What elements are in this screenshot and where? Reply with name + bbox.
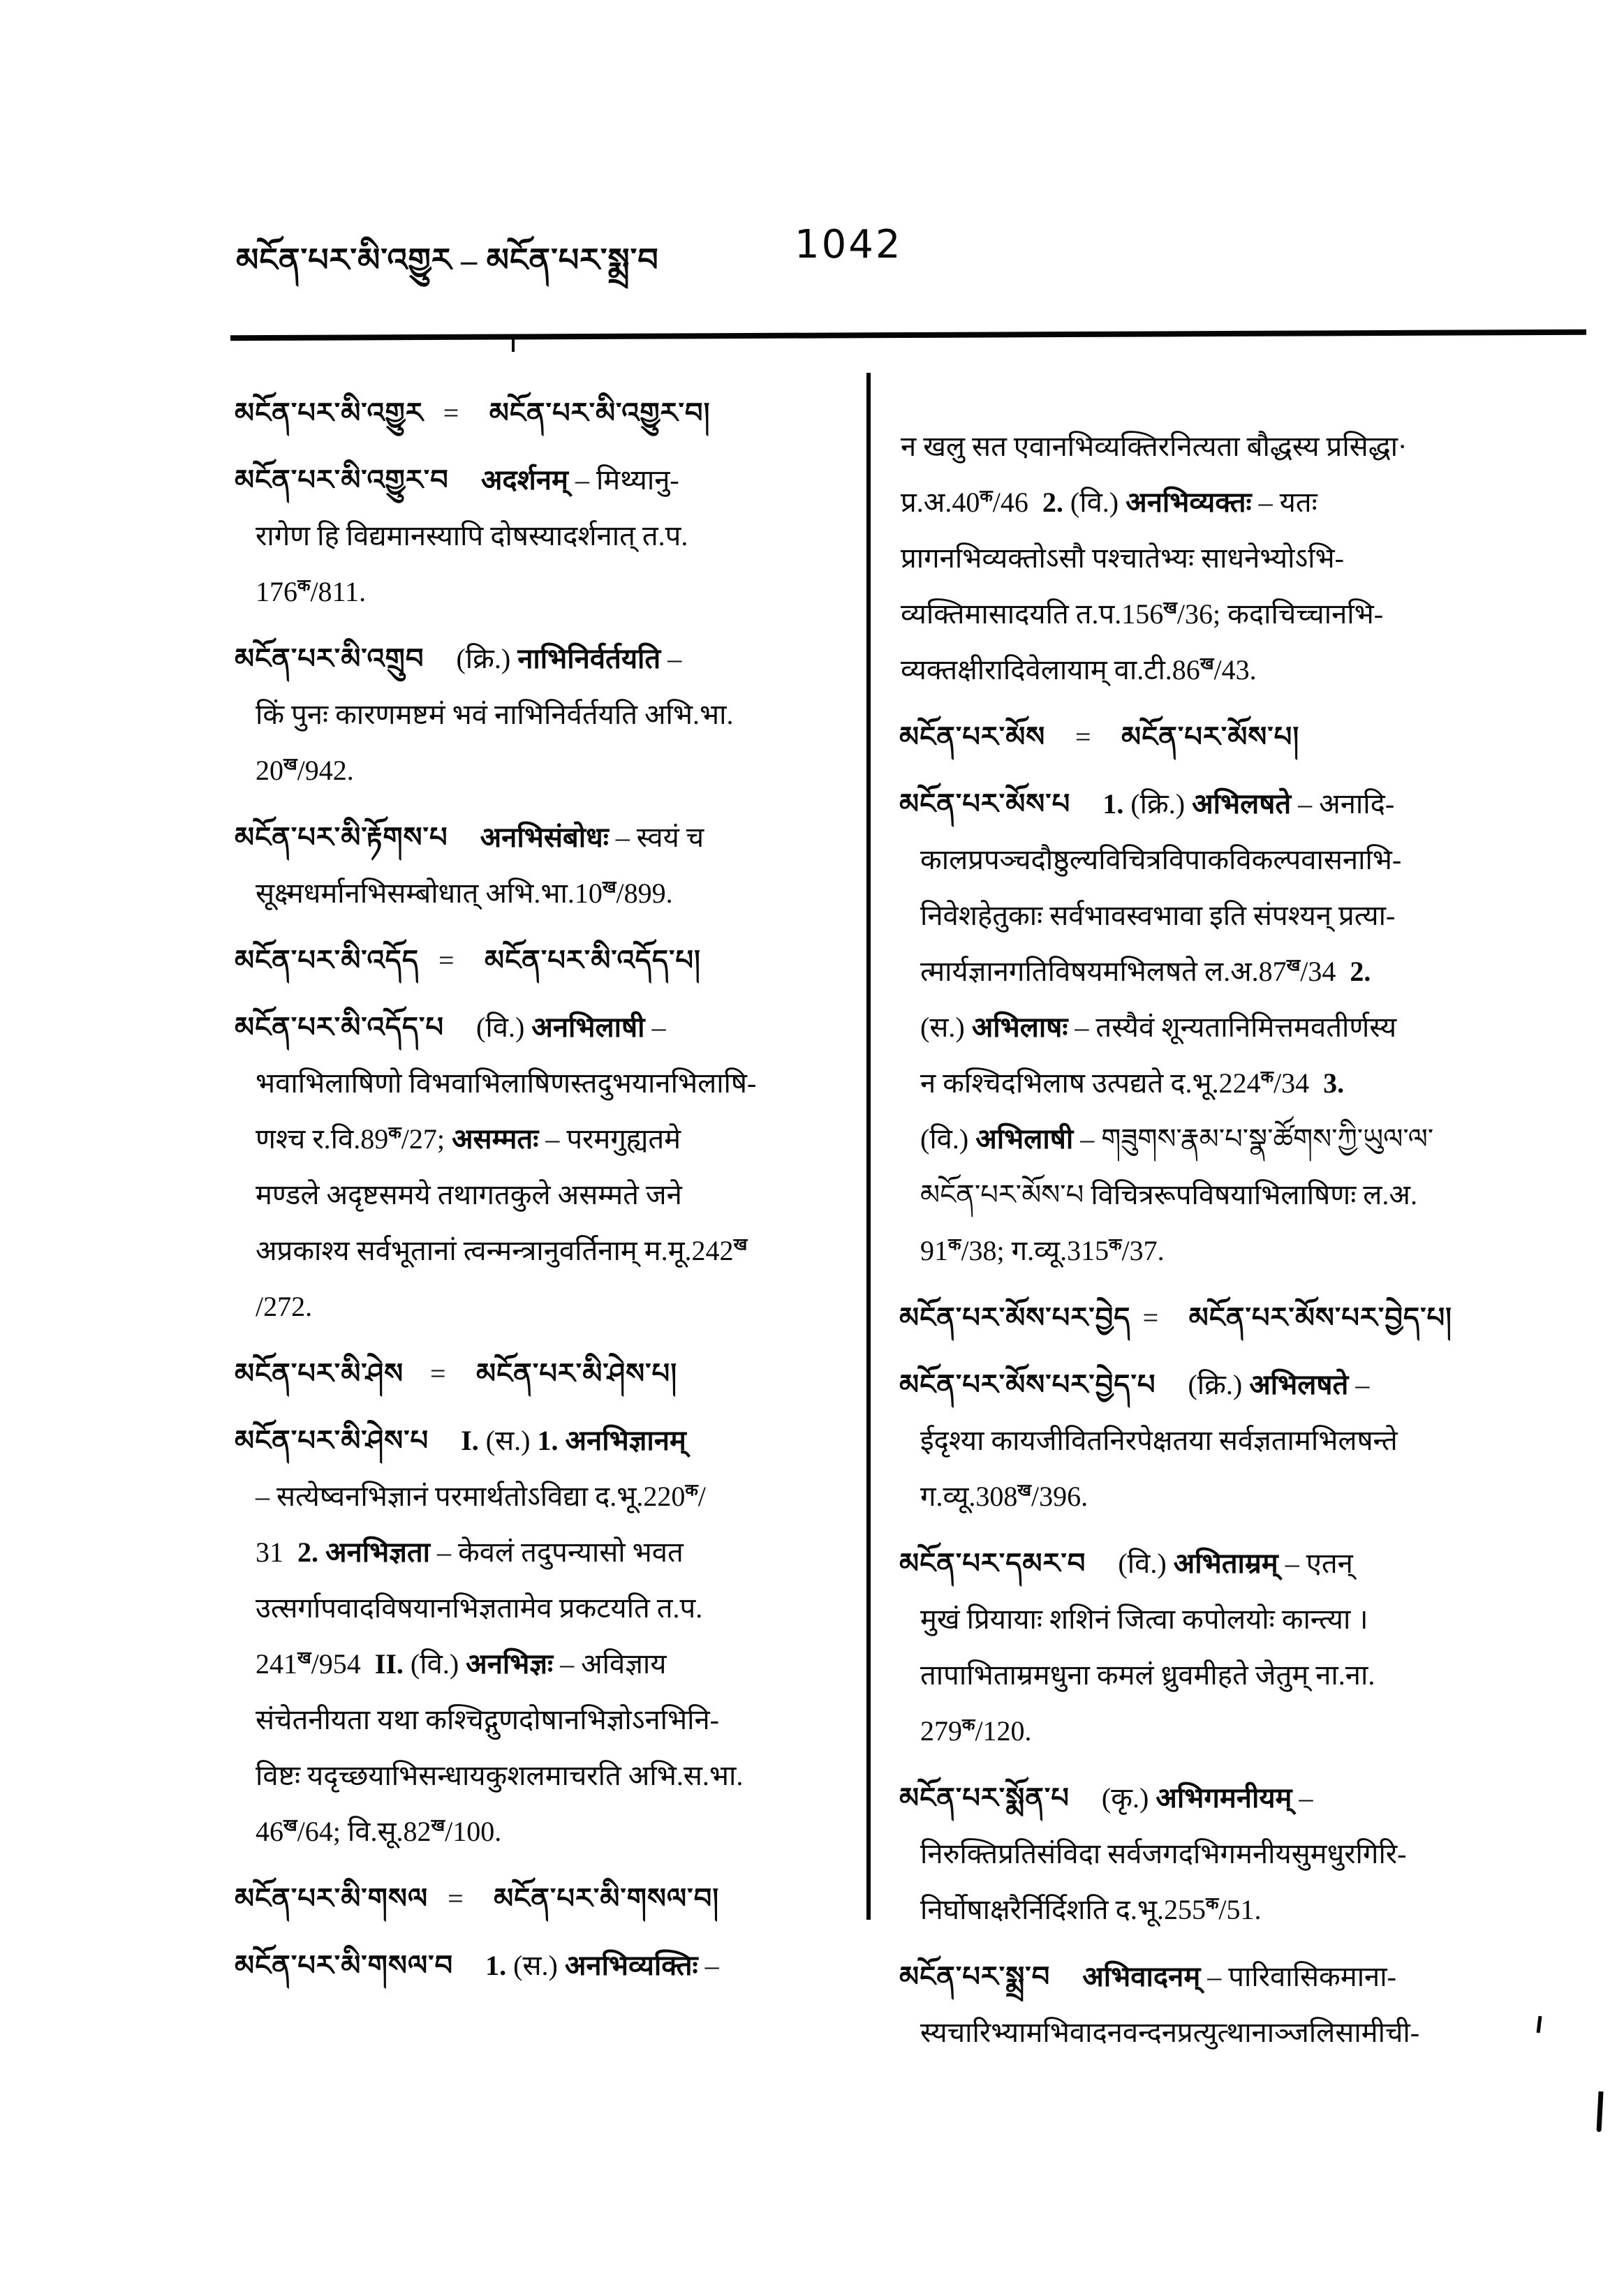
definition-text: (कृ.) अभिगमनीयम् –: [1101, 1782, 1313, 1814]
definition-text: $279^क/120$.: [920, 1715, 1032, 1747]
definition-text: (क्रि.) अभिलषते –: [1188, 1369, 1370, 1400]
dictionary-entry: [235, 1938, 857, 1994]
definition-text: अनभिसंबोधः – स्वयं च: [480, 822, 704, 853]
definition-text: मण्डले अदृष्टसमये तथागतकुले असम्मते जने: [256, 1179, 682, 1210]
definition-text: I. (स.) 1. अनभिज्ञानम्: [461, 1425, 686, 1456]
entry-first-line: [899, 1536, 1452, 1592]
definition-text: संचेतनीयता यथा कश्चिद्गुणदोषानभिज्ञोऽनभिनि-: [256, 1704, 719, 1735]
definition-text: भवाभिलाषिणो विभवाभिलाषिणस्तदुभयानभिलाषि-: [256, 1067, 757, 1099]
dictionary-entry: [235, 385, 857, 441]
tibetan-headword: མངོན་པར་སྨྲ་བ: [899, 1961, 1051, 1992]
tibetan-headword: མངོན་པར་མོས་པ: [899, 788, 1071, 820]
header-entry-range: མངོན་པར་མི་འགྱུར – མངོན་པར་སྨྲ་བ: [236, 242, 659, 278]
tibetan-crossref: མངོན་པར་མི་གསལ་བ།: [494, 1883, 720, 1914]
definition-text: (वि.) अभिताम्रम् – एतन्: [1118, 1548, 1353, 1579]
equals-sign: =: [448, 1883, 464, 1914]
definition-text: $प्र.अ.40^क/46$ 2. (वि.) अनभिव्यक्तः – यतः: [901, 487, 1317, 518]
header-rule: [230, 329, 1586, 341]
dictionary-entry: [235, 1413, 857, 1860]
tibetan-crossref: མངོན་པར་མོས་པ།: [1121, 721, 1300, 753]
entry-first-line: [235, 1938, 857, 1994]
tibetan-headword: མངོན་པར་མོས་པར་བྱེད: [899, 1302, 1131, 1333]
dictionary-entry: [899, 776, 1452, 1279]
entry-first-line: [235, 1000, 857, 1056]
entry-first-line: [235, 1413, 857, 1469]
equals-sign: =: [1075, 721, 1091, 753]
dictionary-entry: [899, 1770, 1452, 1938]
definition-text: अभिवादनम् – पारिवासिकमाना-: [1082, 1961, 1396, 1992]
definition-text: $ग.व्यू.308^ख/396$.: [920, 1481, 1088, 1512]
dictionary-entry: [235, 1000, 857, 1335]
tibetan-crossref: མངོན་པར་མོས་པར་བྱེད་པ།: [1188, 1302, 1452, 1333]
dictionary-entry: [899, 709, 1452, 765]
tibetan-headword: མངོན་པར་མི་འགྱུར་བ: [235, 464, 449, 496]
definition-text: निवेशहेतुकाः सर्वभावस्वभावा इति संपश्यन् प्रत्या-: [920, 900, 1396, 931]
definition-text: स्यचारिभ्यामभिवादनवन्दनप्रत्युत्थानाञ्जलिसामीची-: [920, 2017, 1420, 2048]
tibetan-headword: མངོན་པར་མི་འདོད: [235, 945, 419, 976]
definition-text: रागेण हि विद्यमानस्यापि दोषस्यादर्शनात् त.प.: [256, 520, 688, 551]
definition-text: $91^क/38$; $ग.व्यू.315^क/37$.: [920, 1235, 1165, 1266]
ink-mark: [1537, 2016, 1542, 2033]
equals-sign: =: [438, 945, 455, 976]
definition-text: प्रागनभिव्यक्तोऽसौ पश्चातेभ्यः साधनेभ्योऽभि-: [901, 542, 1344, 574]
page-number: 1042: [795, 222, 903, 267]
dictionary-entry: [235, 631, 857, 799]
definition-text: $46^ख/64$; $वि.सू.82^ख/100$.: [256, 1816, 502, 1847]
ink-mark: [1596, 2091, 1603, 2132]
tibetan-headword: མངོན་པར་མི་རྟོགས་པ: [235, 822, 448, 853]
definition-text: (क्रि.) नाभिनिर्वर्तयति –: [456, 643, 682, 674]
ink-mark: [512, 339, 515, 352]
tibetan-headword: མངོན་པར་མི་གསལ་བ: [235, 1950, 454, 1981]
definition-text: (वि.) अभिलाषी – གཟུགས་རྣམ་པ་སྣ་ཚོགས་ཀྱི་ཡུལ་ལ་: [920, 1123, 1434, 1155]
definition-text: उत्सर्गापवादविषयानभिज्ञतामेव प्रकटयति त.प.: [256, 1592, 703, 1624]
definition-text: तापाभिताम्रमधुना कमलं ध्रुवमीहते जेतुम् ना.ना.: [920, 1659, 1375, 1691]
definition-text: /272.: [256, 1291, 313, 1322]
dictionary-entry: [235, 1346, 857, 1402]
entry-first-line: [899, 776, 1452, 832]
definition-text: अदर्शनम् – मिथ्यानु-: [480, 464, 679, 496]
tibetan-headword: མངོན་པར་མི་ཤེས: [235, 1358, 404, 1389]
entry-first-line: [899, 1357, 1452, 1413]
definition-text: མངོན་པར་མོས་པ विचित्ररूपविषयाभिलाषिणः ल.अ.: [920, 1179, 1417, 1210]
entry-first-line: [899, 1770, 1452, 1826]
dictionary-entry: [899, 1357, 1452, 1525]
definition-text: अप्रकाश्य सर्वभूतानां त्वन्मन्त्रानुवर्तिनाम् $म.मू.242^ख$: [256, 1235, 748, 1266]
dictionary-entry: [899, 419, 1452, 698]
definition-text: सूक्ष्मधर्मानभिसम्बोधात् $अभि.भा.10^ख/899$.: [256, 877, 673, 909]
definition-text: $20^ख/942$.: [256, 755, 354, 786]
tibetan-headword: མངོན་པར་མོས: [899, 721, 1046, 753]
definition-text: (वि.) अनभिलाषी –: [476, 1012, 666, 1043]
definition-text: व्यक्तिमासादयति $त.प.156^ख/36$; कदाचिच्चानभि-: [901, 598, 1384, 630]
dictionary-entry: [235, 1871, 857, 1927]
definition-text: निर्घोषाक्षरैर्निर्दिशति $द.भू.255^क/51$.: [920, 1894, 1262, 1925]
definition-text: 31 2. अनभिज्ञता – केवलं तदुपन्यासो भवत: [256, 1536, 684, 1568]
definition-text: (स.) अभिलाषः – तस्यैवं शून्यतानिमित्तमवतीर्णस्य: [920, 1012, 1397, 1043]
tibetan-headword: མངོན་པར་མི་འདོད་པ: [235, 1012, 445, 1043]
definition-text: त्मार्यज्ञानगतिविषयमभिलषते $ल.अ.87^ख/34$ 2.: [920, 956, 1371, 987]
definition-text: न खलु सत एवानभिव्यक्तिरनित्यता बौद्धस्य प्रसिद्धा·: [901, 431, 1408, 462]
entry-first-line: [235, 810, 857, 866]
definition-text: $241^ख/954$ II. (वि.) अनभिज्ञः – अविज्ञाय: [256, 1648, 667, 1680]
dictionary-column-left: [235, 385, 857, 1994]
tibetan-headword: མངོན་པར་མོས་པར་བྱེད་པ: [899, 1369, 1156, 1400]
definition-text: किं पुनः कारणमष्टमं भवं नाभिनिर्वर्तयति अभि.भा.: [256, 699, 734, 730]
column-divider: [866, 373, 871, 1920]
equals-sign: =: [1142, 1302, 1159, 1333]
definition-text: 1. (क्रि.) अभिलषते – अनादि-: [1102, 788, 1395, 820]
definition-text: निरुक्तिप्रतिसंविदा सर्वजगदभिगमनीयसुमधुरगिरि-: [920, 1838, 1407, 1869]
equals-sign: =: [430, 1358, 446, 1389]
tibetan-headword: མངོན་པར་མི་གསལ: [235, 1883, 429, 1914]
definition-text: कालप्रपञ्चदौष्ठुल्यविचित्रविपाकविकल्पवासनाभि-: [920, 844, 1402, 875]
tibetan-headword: མངོན་པར་སྨོན་པ: [899, 1782, 1070, 1814]
definition-text: न कश्चिदभिलाष उत्पद्यते $द.भू.224^क/34$ 3.: [920, 1067, 1345, 1099]
dictionary-entry: [235, 810, 857, 921]
tibetan-crossref: མངོན་པར་མི་འདོད་པ།: [485, 945, 701, 976]
dictionary-entry: [899, 1949, 1452, 2061]
tibetan-headword: མངོན་པར་མི་འགྱུར: [235, 397, 424, 429]
definition-text: मुखं प्रियायाः शशिनं जित्वा कपोलयोः कान्त्या ।: [920, 1604, 1368, 1635]
tibetan-crossref: མངོན་པར་མི་འགྱུར་བ།: [489, 397, 711, 429]
entry-first-line: [899, 1949, 1452, 2005]
dictionary-entry: [899, 1290, 1452, 1346]
dictionary-entry: [235, 452, 857, 620]
definition-text: $176^क/811$.: [256, 576, 367, 607]
dictionary-column-right: [899, 385, 1452, 2061]
dictionary-entry: [235, 933, 857, 988]
definition-text: विष्टः यदृच्छयाभिसन्धायकुशलमाचरति अभि.स.भा.: [256, 1760, 744, 1791]
definition-text: व्यक्तक्षीरादिवेलायाम् $वा.टी.86^ख/43$.: [901, 654, 1257, 686]
entry-first-line: [235, 631, 857, 687]
dictionary-entry: [899, 1536, 1452, 1759]
tibetan-headword: མངོན་པར་མི་ཤེས་པ: [235, 1425, 429, 1456]
definition-text: ईदृश्या कायजीवितनिरपेक्षतया सर्वज्ञतामभिलषन्ते: [920, 1425, 1398, 1456]
definition-text: 1. (स.) अनभिव्यक्तिः –: [485, 1950, 719, 1981]
equals-sign: =: [443, 397, 459, 429]
tibetan-crossref: མངོན་པར་མི་ཤེས་པ།: [476, 1358, 678, 1389]
tibetan-headword: མངོན་པར་མི་འགྲུབ: [235, 643, 425, 674]
tibetan-headword: མངོན་པར་དམར་བ: [899, 1548, 1086, 1579]
entry-first-line: [235, 452, 857, 508]
definition-text: – सत्येष्वनभिज्ञानं परमार्थतोऽविद्या $द.भू.220^क/$: [256, 1481, 706, 1512]
definition-text: णश्च $र.वि.89^क/27$; असम्मतः – परमगुह्यतमे: [256, 1123, 681, 1155]
